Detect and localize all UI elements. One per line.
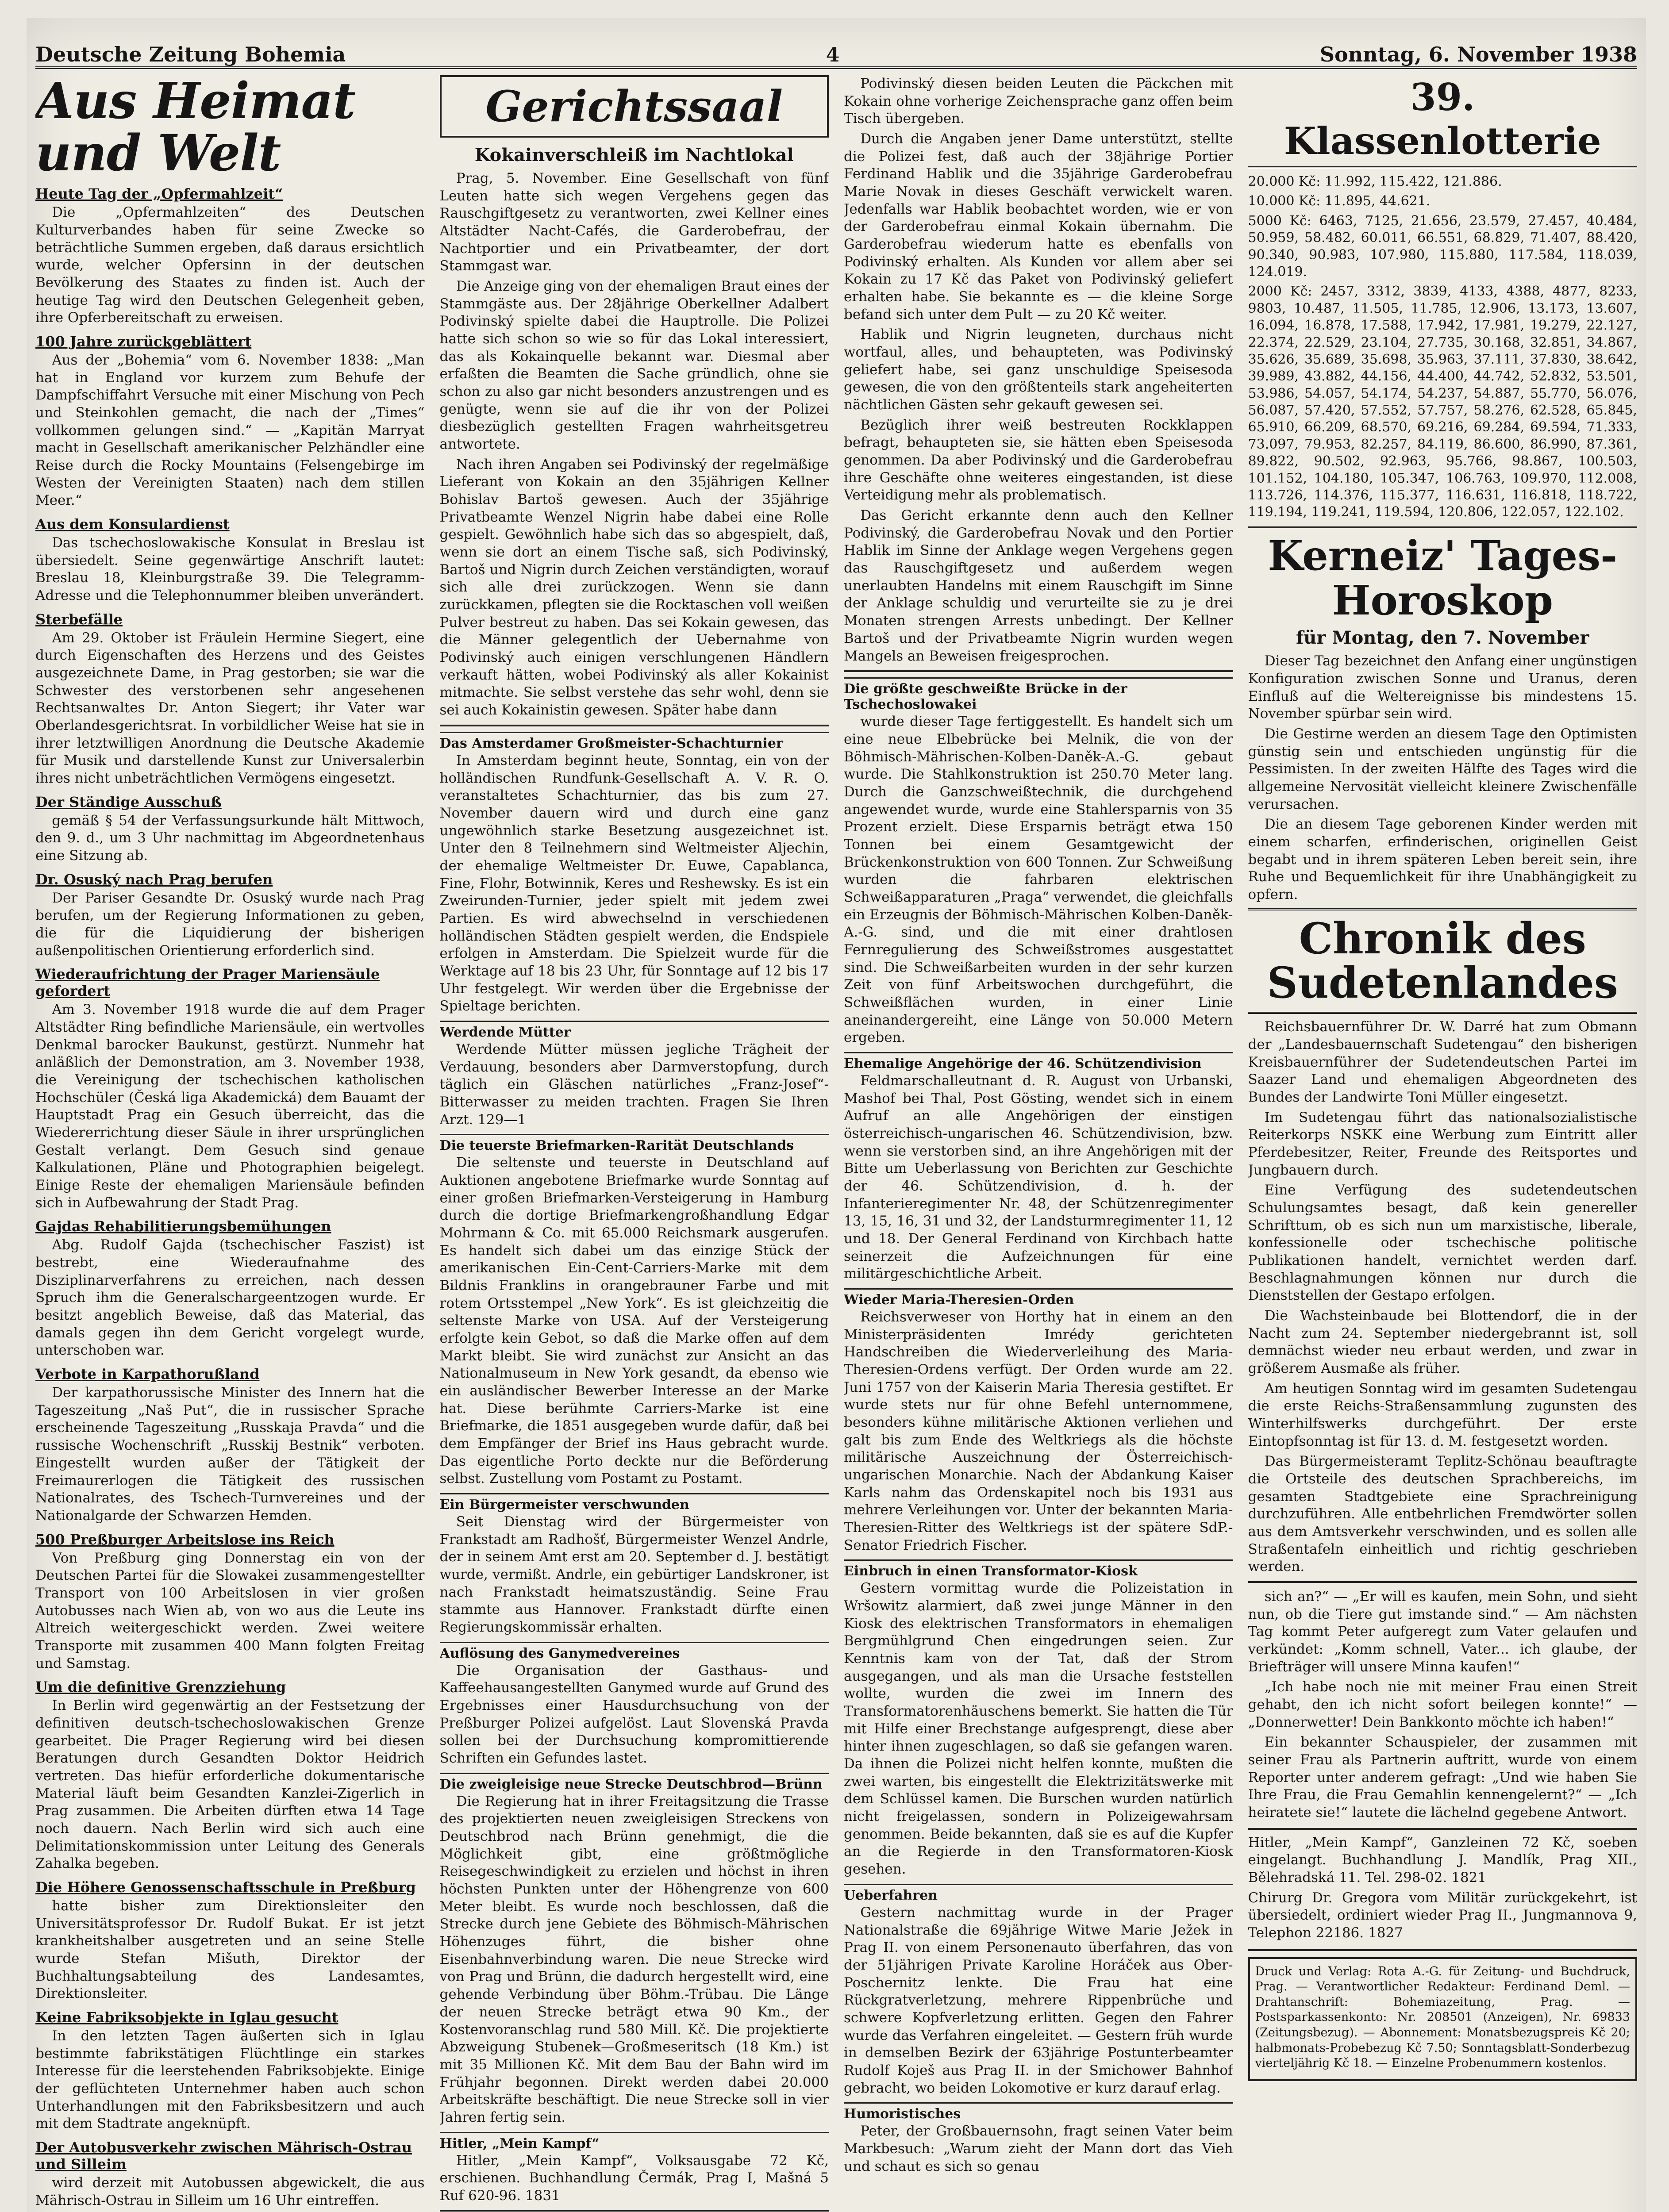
article-text: Der karpathorussische Minister des Innern hat die Tageszeitung „Naš Put“, die in russischer Sprache erscheinende Tageszeitung „Russkaja Pravda“ und die russische Wochenschrift „Russkij Bestnik“ verboten. Eingestellt wurden außer der Tätigkeit der Freimaurerlogen die Tätigkeit des russischen Nationalrates, des Tschech-Turnvereines und der Nationalgarde der Schwarzen Hemden. <box>35 1385 425 1524</box>
article-text: Am 29. Oktober ist Fräulein Hermine Siegert, eine durch Eigenschaften des Herzens und des Geistes ausgezeichnete Dame, in Prag gestorben; sie war die Schwester des verstorbenen sehr angesehenen Rechtsanwaltes Dr. Anton Siegert; ihr Vater war Oberlandesgerichtsrat. In vorbildlicher Weise hat sie in ihrer letztwilligen Anordnung die Deutsche Akademie für Musik und darstellende Kunst zur Universalerbin ihres nicht unbeträchtlichen Vermögens eingesetzt. <box>35 630 425 786</box>
paragraph: 10.000 Kč: 11.895, 44.621. <box>1248 193 1431 209</box>
article-heading: Ueberfahren <box>844 1884 1233 1903</box>
col3-articles <box>844 677 1233 2175</box>
article-text: Abg. Rudolf Gajda (tschechischer Faszist) ist bestrebt, eine Wiederaufnahme des Disziplinarverfahrens zu erreichen, nach dessen Spruch ihm die Generalschargeentzogen wurde. Er besitzt angeblich Beweise, daß das Material, das damals gegen ihn dem Gericht vorgelegt wurde, unterschoben war. <box>35 1237 425 1359</box>
paragraph: 5000 Kč: 6463, 7125, 21.656, 23.579, 27.457, 40.484, 50.959, 58.482, 60.011, 66.551, 68.829, 71.407, 88.420, 90.340, 90.983, 107.980, 115.880, 117.584, 118.039, 124.019. <box>1248 213 1637 280</box>
masthead-date: Sonntag, 6. November 1938 <box>1319 42 1637 66</box>
imprint-text: Druck und Verlag: Rota A.-G. für Zeitung- und Buchdruck, Prag. — Verantwortlicher Redakteur: Ferdinand Deml. — Drahtanschrift: Bohemiazeitung, Prag. — Postsparkassenkonto: Nr. 208501 (Anzeigen), Nr. 69833 (Zeitungsbezug). — Abonnement: Monatsbezugspreis Kč 20; halbmonats-Probebezug Kč 7.50; Sonntagsblatt-Sonderbezug vierteljährig Kč 18. — Einzelne Probenummern kostenlos. <box>1255 1964 1630 2070</box>
article-text: Werdende Mütter müssen jegliche Trägheit der Verdauung, besonders aber Darmverstopfung, durch täglich ein Gläschen natürliches „Franz-Josef“-Bitterwasser zu meiden trachten. Fragen Sie Ihren Arzt. 129—1 <box>439 1041 829 1128</box>
divider <box>1248 526 1638 528</box>
paragraph: 2000 Kč: 2457, 3312, 3839, 4133, 4388, 4877, 8233, 9803, 10.487, 11.505, 11.785, 12.906, 13.173, 13.607, 16.094, 16.878, 17.588, 17.942, 17.981, 19.279, 22.127, 22.374, 22.529, 23.104, 27.735, 30.168, 32.851, 34.867, 35.626, 35.689, 35.698, 35.963, 37.111, 37.830, 38.642, 39.989, 43.882, 44.156, 44.400, 44.742, 52.832, 53.501, 53.986, 54.057, 54.174, 54.237, 54.887, 55.770, 56.076, 56.087, 57.420, 57.552, 57.757, 58.276, 62.528, 65.845, 65.910, 66.209, 68.570, 69.216, 69.284, 69.594, 71.333, 73.097, 79.953, 82.257, 84.119, 86.600, 86.990, 87.361, 89.822, 90.502, 92.963, 95.766, 98.867, 100.503, 101.152, 104.180, 105.347, 106.763, 109.970, 112.008, 113.726, 114.376, 115.377, 116.631, 116.818, 118.722, 119.194, 119.241, 119.594, 120.806, 122.057, 122.102. <box>1248 284 1637 520</box>
masthead-title: Deutsche Zeitung Bohemia <box>35 42 346 66</box>
article-text: gemäß § 54 der Verfassungsurkunde hält Mittwoch, den 9. d., um 3 Uhr nachmittag im Abgeordnetenhaus eine Sitzung ab. <box>35 812 425 864</box>
article-heading: Keine Fabriksobjekte in Iglau gesucht <box>35 2008 338 2026</box>
article-text: Der Pariser Gesandte Dr. Osuský wurde nach Prag berufen, um der Regierung Informationen zu geben, die für die Liquidierung der bisherigen außenpolitischen Orientierung erforderlich sind. <box>35 890 425 959</box>
article-text: Am 3. November 1918 wurde die auf dem Prager Altstädter Ring befindliche Mariensäule, ein wertvolles Denkmal barocker Baukunst, gestürzt. Nunmehr hat anläßlich der Demonstration, am 3. November 1938, die Vereinigung der tschechischen katholischen Hochschüler (Česká liga Akademická) dem Bauamt der Hauptstadt Prag ein Gesuch überreicht, das die Wiedererrichtung dieser Säule in ihrer ursprünglichen Gestalt verlangt. Dem Gesuch sind genaue Kalkulationen, Pläne und Photographien beigelegt. Einige Reste der ehemaligen Mariensäule befinden sich in Aufbewahrung der Stadt Prag. <box>35 1002 425 1211</box>
article-text: hatte bisher zum Direktionsleiter den Universitätsprofessor Dr. Rudolf Bukat. Er ist jetzt krankheitshalber ausgetreten und an seine Stelle wurde Stefan Mišuth, Direktor der Buchhaltungsabteilung des Landesamtes, Direktionsleiter. <box>35 1897 425 2002</box>
divider <box>440 725 829 726</box>
article-text: Peter, der Großbauernsohn, fragt seinen Vater beim Markbesuch: „Warum zieht der Mann dort das Vieh und schaut es sich so genau <box>844 2123 1233 2174</box>
article-heading: Auflösung des Ganymedvereines <box>440 1642 829 1661</box>
paragraph: sich an?“ — „Er will es kaufen, mein Sohn, und sieht nun, ob die Tiere gut imstande sind.“ — Am nächsten Tag kommt Peter aufgeregt zum Vater gelaufen und verkündet: „Komm schnell, Vater... ich glaube, der Briefträger will unsere Minna kaufen!“ <box>1248 1589 1637 1675</box>
paragraph: Hablik und Nigrin leugneten, durchaus nicht wortfaul, alles, und behaupteten, was Podivinský geliefert habe, sei ganz unschuldige Speisesoda gewesen, die von den größtenteils stark angeheiterten nächtlichen Gästen sehr gekauft gewesen sei. <box>844 326 1233 413</box>
paragraph: Eine Verfügung des sudetendeutschen Schulungsamtes besagt, daß kein genereller Schrifttum, ob es sich nun um marxistische, liberale, konfessionelle oder tschechische politische Publikationen handelt, vernichtet werden darf. Beschlagnahmungen können nur durch die Dienststellen der Gestapo erfolgen. <box>1248 1182 1637 1304</box>
paragraph: Podivinský diesen beiden Leuten die Päckchen mit Kokain ohne vorherige Zeichensprache ganz offen beim Tisch übergeben. <box>844 76 1233 127</box>
horoscope-body <box>1248 653 1638 903</box>
article-heading: Wieder Maria-Theresien-Orden <box>844 1288 1233 1308</box>
col3-body <box>844 75 1233 665</box>
article-text: In den letzten Tagen äußerten sich in Iglau bestimmte fabrikstätigen Flüchtlinge ein starkes Interesse für die leerstehenden Fabriksobjekte. Einige der geflüchteten Unternehmer haben auch schon Unterhandlungen mit den Fabriksbesitzern und auch mit dem Stadtrate angeknüpft. <box>35 2028 425 2132</box>
article-text: Seit Dienstag wird der Bürgermeister von Frankstadt am Radhošť, Bürgermeister Wenzel Andrle, der in seinem Amt erst am 20. September d. J. bestätigt wurde, vermißt. Andrle, ein gebürtiger Landskroner, ist nach Frankstadt heimatszuständig. Seine Frau stammte aus Hannover. Frankstadt dürfte einen Regierungskommissär erhalten. <box>439 1514 829 1636</box>
section-title-heimat: Aus Heimat und Welt <box>35 75 355 182</box>
article-text: Die „Opfermahlzeiten“ des Deutschen Kulturverbandes haben für seine Zwecke so beträchtliche Summen ergeben, daß daraus ersichtlich wurde, welcher Opfersinn in der deutschen Bevölkerung des Staates zu finden ist. Auch der heutige Tag wird den Deutschen Gelegenheit geben, ihre Opferbereitschaft zu erweisen. <box>35 204 425 326</box>
article-heading: 500 Preßburger Arbeitslose ins Reich <box>35 1531 335 1548</box>
horoscope-title: Kerneiz' Tages-Horoskop <box>1268 531 1618 624</box>
chronik-body <box>1248 1018 1638 1576</box>
article-text: In Berlin wird gegenwärtig an der Festsetzung der definitiven deutsch-tschechoslowakischen Grenze gearbeitet. Die Prager Regierung wird bei diesen Beratungen durch Gesandten Doktor Heidrich vertreten. Das hiefür erforderliche dokumentarische Material läuft beim Gesandten Kanzlei-Zigerlich in Prag zusammen. Die Arbeiten dürften etwa 14 Tage noch dauern. Nach Berlin wird sich auch eine Delimitationskommission unter Leitung des Generals Zahalka begeben. <box>35 1697 425 1872</box>
chronik-title: Chronik des Sudetenlandes <box>1248 908 1638 1014</box>
paragraph: „Ich habe noch nie mit meiner Frau einen Streit gehabt, den ich nicht sofort beilegen konnte!“ — „Donnerwetter! Dein Bankkonto möchte ich haben!“ <box>1248 1679 1637 1730</box>
article-heading: Werdende Mütter <box>440 1021 829 1040</box>
divider <box>1248 1581 1638 1583</box>
paragraph: Reichsbauernführer Dr. W. Darré hat zum Obmann der „Landesbauernschaft Sudetengau“ den bisherigen Kreisbauernführer der Sudetendeutschen Partei im Saazer Land und ehemaligen Abgeordneten des Bundes der Landwirte Toni Müller eingesetzt. <box>1248 1019 1637 1105</box>
article-text: Die Regierung hat in ihrer Freitagsitzung die Trasse des projektierten neuen zweigleisigen Streckens von Deutschbrod nach Brünn genehmigt, die die Möglichkeit gibt, eine größtmögliche Reisegeschwindigkeit zu erzielen und höchst in ihren höchsten Punkten unter der Höhengrenze von 600 Meter bleibt. Es wurde noch beschlossen, daß die Strecke durch jene Gebiete des Böhmisch-Mährischen Höhenzuges führt, die bisher ohne Eisenbahnverbindung waren. Die neue Strecke wird von Prag und Brünn, die dadurch hergestellt wird, eine gehende Verbindung über Böhm.-Trübau. Die Länge der neuen Strecke beträgt etwa 90 Km., der Kostenvoranschlag rund 580 Mill. Kč. Die projektierte Abzweigung Stubenek—Großmeseritsch (18 Km.) ist mit 35 Millionen Kč. Mit dem Bau der Bahn wird im Frühjahr begonnen. Direkt werden dabei 20.000 Arbeitskräfte beschäftigt. Die neue Strecke soll in vier Jahren fertig sein. <box>439 1793 829 2125</box>
article-text: Gestern vormittag wurde die Polizeistation in Wršowitz alarmiert, daß zwei junge Männer in den Kiosk des elektrischen Transformators in ehemaligen Bergmühlgrund Chen eingedrungen seien. Zur Kenntnis kam von der Tat, daß der Strom ausgegangen, und als man die Ursache feststellen wollte, wurden die zwei im Innern des Transformatorenhäuschens bemerkt. Sie hatten die Tür mit Hilfe einer Brechstange aufgesprengt, diese aber hinter ihnen zugeschlagen, so daß sie gefangen waren. Da ihnen die Polizei nicht helfen konnte, mußten die zwei warten, bis eingestellt die Elektrizitätswerke mit dem Schlüssel kamen. Die Burschen wurden natürlich nicht freigelassen, sondern in Polizeigewahrsam genommen. Beide bekannten, daß sie es auf die Kupfer an die Regierde in den Transformatoren-Kiosk gesehen. <box>844 1580 1233 1878</box>
article-text: Aus der „Bohemia“ vom 6. November 1838: „Man hat in England vor kurzem zum Behufe der Dampfschiffahrt Versuche mit einer Mischung von Pech und Steinkohlen gemacht, die nach der „Times“ vollkommen gelungen sind.“ — „Kapitän Marryat macht in Gesellschaft amerikanischer Pelzhändler eine Reise durch die Rocky Mountains (Felsengebirge im Westen der Vereinigten Staaten) nach dem stillen Meer.“ <box>35 352 425 509</box>
article-text: wird derzeit mit Autobussen abgewickelt, die aus Mährisch-Ostrau in Silleim um 16 Uhr eintreffen. <box>35 2175 425 2208</box>
article-text: Die seltenste und teuerste in Deutschland auf Auktionen angebotene Briefmarke wurde Sonntag auf einer großen Briefmarken-Versteigerung in Hamburg durch die dortige Briefmarkengroßhandlung Edgar Mohrmann & Co. mit 65.000 Reichsmark ausgerufen. Es handelt sich dabei um das einzige Stück der amerikanischen Ein-Cent-Carriers-Marke mit dem Bildnis Franklins in orangebrauner Farbe und mit rotem Ortsstempel „New York“. Es ist gleichzeitig die seltenste Marke von USA. Auf der Versteigerung erfolgte kein Gebot, so daß die Marke offen auf dem Markt bleibt. Sie wird zunächst zur Ansicht an das Nationalmuseum in New York gesandt, da ebenso wie ein ausländischer Bewerber Interesse an der Marke hat. Diese berühmte Carriers-Marke ist eine Briefmarke, die 1851 ausgegeben wurde dafür, daß bei dem Empfänger der Brief ins Haus gebracht wurde. Das eigentliche Porto deckte nur die Beförderung selbst. Zustellung vom Postamt zu Postamt. <box>439 1155 829 1487</box>
masthead <box>35 27 1637 69</box>
divider <box>844 670 1233 672</box>
article-heading: Heute Tag der „Opfermahlzeit“ <box>35 185 283 203</box>
article-heading: Hitler, „Mein Kampf“ <box>440 2132 829 2151</box>
article-text: Reichsverweser von Horthy hat in einem an den Ministerpräsidenten Imrédy gerichteten Handschreiben die Wiederverleihung des Maria-Theresien-Ordens verfügt. Der Orden wurde am 22. Juni 1757 von der Kaiserin Maria Theresia gestiftet. Er wurde stets nur für ohne Befehl unternommene, besonders kühne militärische Aktionen verliehen und galt bis zum Ende des Weltkriegs als die höchste militärische Auszeichnung der Österreichisch-ungarischen Monarchie. Nach der Abdankung Kaiser Karls nahm das Ordenskapitel noch bis 1931 aus mehrere Verleihungen vor. Unter der bekannten Maria-Theresien-Ritter des Weltkriegs ist der spätere SdP.-Senator Friedrich Fischer. <box>844 1309 1233 1553</box>
paragraph: Chirurg Dr. Gregora vom Militär zurückgekehrt, ist übersiedelt, ordiniert wieder Prag II., Jungmannova 9, Telephon 22186. 1827 <box>1248 1889 1637 1941</box>
paragraph: Nach ihren Angaben sei Podivinský der regelmäßige Lieferant von Kokain an den 35jährigen Kellner Bohislav Bartoš gewesen. Auch der 35jährige Privatbeamte Wenzel Nigrin habe dabei eine Rolle gespielt. Gewöhnlich habe sich das so abgespielt, daß, wenn sie dort an einem Tische saß, sich Podivinský, Bartoš und Nigrin durch Zeichen verständigten, worauf sich alle drei zurückzogen. Wenn sie dann zurückkamen, pflegten sie die Rocktaschen voll weißen Pulver bestreut zu haben. Das sei Kokain gewesen, das die Männer gelegentlich der Uebernahme von Podivinský auch einigen verschlungenen Händlern verkauft hätten, wobei Podivinský als aller Kokainist mitmachte. Sie selbst verstehe das sehr wohl, denn sie sei auch Kokainistin gewesen. Später habe dann <box>439 456 829 718</box>
article-heading: Dr. Osuský nach Prag berufen <box>35 871 273 888</box>
lottery-title: 39. Klassenlotterie <box>1248 75 1638 168</box>
newspaper-page <box>27 18 1646 2212</box>
article-text: Gestern nachmittag wurde in der Prager Nationalstraße die 69jährige Witwe Marie Ježek in Prag II. von einem Personenauto überfahren, das von der 51jährigen Private Karoline Horáček aus Ober-Poschernitz lenkte. Die Frau hat eine Rückgratverletzung, mehrere Rippenbrüche und schwere Kopfverletzung erlitten. Gegen den Fahrer wurde das Verfahren eingeleitet. — Gestern früh wurde in demselben Bezirk der 63jährige Postunterbeamter Rudolf Koješ aus Prag II. in der Smichower Bahnhof gebracht, wo beiden Lokomotive er kurz darauf erlag. <box>844 1904 1233 2096</box>
paragraph: Dieser Tag bezeichnet den Anfang einer ungünstigen Konfiguration zwischen Sonne und Uranus, deren Einfluß auf die Weltereignisse bis mindestens 15. November spürbar sein wird. <box>1248 653 1637 722</box>
article-text: Von Preßburg ging Donnerstag ein von der Deutschen Partei für die Slowakei zusammengestellter Transport von 100 Arbeitslosen in vier großen Autobusses nach Wien ab, von wo aus die Leute ins Altreich weitergeschickt werden. Zwei weitere Transporte mit zusammen 400 Mann folgten Freitag und Samstag. <box>35 1550 425 1671</box>
article-text: Das tschechoslowakische Konsulat in Breslau ist übersiedelt. Seine gegenwärtige Anschrift lautet: Breslau 18, Kleinburgstraße 39. Die Telegramm-Adresse und die Telephonnummer bleiben unverändert. <box>35 534 425 603</box>
paragraph: Das Bürgermeisteramt Teplitz-Schönau beauftragte die Ortsteile des deutschen Sprachbereichs, im gesamten Stadtgebiete eine Sprachreinigung durchzuführen. Alle entbehrlichen Fremdwörter sollen aus dem Amtsverkehr verschwinden, und es sollen alle Straßentafeln einheitlich und richtig geschrieben werden. <box>1248 1453 1637 1575</box>
article-heading: Sterbefälle <box>35 611 123 628</box>
paragraph: Bezüglich ihrer weiß bestreuten Rockklappen befragt, behaupteten sie, sie hätten eben Speisesoda genommen. Da aber Podivinský und die Garderobefrau ihre Geschäfte ohne weiteres eingestanden, ist diese Verteidigung mehr als problematisch. <box>844 417 1233 503</box>
paragraph: Die Anzeige ging von der ehemaligen Braut eines der Stammgäste aus. Der 28jährige Oberkellner Adalbert Podivinský spielte dabei die Hauptrolle. Die Polizei hatte sich schon so wie so für das Lokal interessiert, das als Kokainquelle bekannt war. Diesmal aber erfaßten die Beamten die Sache gründlich, ohne sie schon zu also gar nicht besonders anzustrengen und es genügte, wenn sie auf die ihr von der Polizei diesbezüglich gestellten Fragen wahrheitsgetreu antwortete. <box>439 278 829 453</box>
paragraph: Prag, 5. November. Eine Gesellschaft von fünf Leuten hatte sich wegen Vergehens gegen das Rauschgiftgesetz zu verantworten, zwei Kellner eines Altstädter Nacht-Cafés, die Garderobefrau, der Nachtportier und ein Privatbeamter, der dort Stammgast war. <box>439 170 829 274</box>
article-text: In Amsterdam beginnt heute, Sonntag, ein von der holländischen Rundfunk-Gesellschaft A. V. R. O. veranstaltetes Schachturnier, das bis zum 27. November dauern wird und durch eine ganz ungewöhnlich starke Besetzung ausgezeichnet ist. Unter den 8 Teilnehmern sind Weltmeister Aljechin, der ehemalige Weltmeister Dr. Euwe, Capablanca, Fine, Flohr, Botwinnik, Keres und Reshewsky. Es ist ein Zweirunden-Turnier, jeder spielt mit jedem zwei Partien. Es wird abwechselnd in verschiedenen holländischen Städten gespielt werden, die Endspiele erfolgen in Amsterdam. Die Spielzeit wurde für die Werktage auf 18 bis 23 Uhr, für Sonntage auf 12 bis 17 Uhr festgelegt. Wir werden über die Ergebnisse der Spieltage berichten. <box>439 752 829 1014</box>
article-text: Hitler, „Mein Kampf“, Volksausgabe 72 Kč, erschienen. Buchhandlung Čermák, Prag I, Mašná 5 Ruf 620-96. 1831 <box>439 2152 829 2204</box>
article-headline: Kokainverschleiß im Nachtlokal <box>474 145 794 165</box>
section-title-gerichtssaal: Gerichtssaal <box>440 75 829 138</box>
paragraph: 20.000 Kč: 11.992, 115.422, 121.886. <box>1248 174 1502 189</box>
article-heading: Der Ständige Ausschuß <box>35 793 222 810</box>
article-heading: Um die definitive Grenzziehung <box>35 1678 286 1696</box>
paragraph: Die an diesem Tage geborenen Kinder werden mit einem scharfen, erfinderischen, originellen Geist begabt und in ihrem späteren Leben bereit sein, ihre Ruhe und Bequemlichkeit für ihre Unabhängigkeit zu opfern. <box>1248 816 1637 902</box>
article-heading: Die Höhere Genossenschaftsschule in Preßburg <box>35 1878 416 1896</box>
article-heading: Ehemalige Angehörige der 46. Schützendivision <box>844 1052 1233 1071</box>
classified-ads <box>1248 1828 1638 1951</box>
article-heading: Ein Bürgermeister verschwunden <box>440 1493 829 1513</box>
article-text: wurde dieser Tage fertiggestellt. Es handelt sich um eine neue Elbebrücke bei Melnik, die von der Böhmisch-Mährischen-Kolben-Daněk-A.-G. gebaut wurde. Die Stahlkonstruktion ist 250.70 Meter lang. Durch die Ganzschweißtechnik, die durchgehend angewendet wurde, wurde eine Stahlersparnis von 35 Prozent erzielt. Diese Ersparnis beträgt etwa 150 Tonnen bei einem Gesamtgewicht der Brückenkonstruktion von 600 Tonnen. Zur Schweißung wurden die fahrbaren elektrischen Schweißapparaturen „Praga“ verwendet, die gleichfalls ein Erzeugnis der Böhmisch-Mährischen Kolben-Daněk-A.-G. sind, und die mit einer drahtlosen Fernregulierung des Schweißstromes ausgestattet sind. Die Schweißarbeiten wurden in der sehr kurzen Zeit von fünf Arbeitswochen durchgeführt, die Schweißflächen wurden, in einer Linie aneinandergereiht, eine Länge von 50.000 Metern ergeben. <box>844 714 1233 1046</box>
article-heading: Wiederaufrichtung der Prager Mariensäule gefordert <box>35 966 380 1000</box>
page-number: 4 <box>826 44 840 66</box>
col2-articles <box>440 732 829 2212</box>
paragraph: Im Sudetengau führt das nationalsozialistische Reiterkorps NSKK eine Werbung zum Eintritt aller Pferdebesitzer, Reiter, Freunde des Reitsportes und Jungbauern durch. <box>1248 1109 1637 1178</box>
columns <box>35 75 1637 2212</box>
paragraph: Ein bekannter Schauspieler, der zusammen mit seiner Frau als Partnerin auftritt, wurde von einem Reporter unter anderem gefragt: „Und wie haben Sie Ihre Frau, die Frau Gemahlin kennengelernt?“ — „Ich heiratete sie!“ lautete die lächelnd gegebene Antwort. <box>1248 1734 1637 1821</box>
imprint <box>1248 1957 1638 2081</box>
column-2 <box>440 75 829 2212</box>
article-heading: 100 Jahre zurückgeblättert <box>35 333 252 350</box>
paragraph: Das Gericht erkannte denn auch den Kellner Podivinský, die Garderobefrau Novak und den Portier Hablik im Sinne der Anklage wegen Vergehens gegen das Rauschgiftgesetz und außerdem wegen unerlaubten Handelns mit einem Rauschgift im Sinne der Anklage schuldig und verurteilte sie zu je drei Monaten strengen Arrests unbedingt. Der Kellner Bartoš und der Privatbeamte Nigrin wurden wegen Mangels an Beweisen freigesprochen. <box>844 507 1233 664</box>
paragraph: Durch die Angaben jener Dame unterstützt, stellte die Polizei fest, daß auch der 38jährige Portier Ferdinand Hablik und die 35jährige Garderobefrau Marie Novak in dieses Geschäft verwickelt waren. Jedenfalls war Hablik beobachtet worden, wie er von der Garderobefrau einmal Kokain übernahm. Die Garderobefrau wiederum hatte es ebenfalls von Podivinský erhalten. Als Kunden vor allem aber sei Kokain zu 17 Kč das Paket von Podivinský geliefert erhalten habe. Sie bekannte es — die kleine Sorge befand sich unter dem Pult — zu 20 Kč weiter. <box>844 131 1233 323</box>
paragraph: Die Gestirne werden an diesem Tage den Optimisten günstig sein und entschieden ungünstig für die Pessimisten. In der zweiten Hälfte des Tages wird die allgemeine Nervosität vielleicht kleinere Zwischenfälle verursachen. <box>1248 726 1637 812</box>
column-4 <box>1248 75 1638 2212</box>
article-heading: Verbote in Karpathorußland <box>35 1366 260 1383</box>
article-heading: Einbruch in einen Transformator-Kiosk <box>844 1559 1233 1579</box>
lottery-results <box>1248 173 1638 521</box>
article-heading: Humoristisches <box>844 2102 1233 2122</box>
article-heading: Aus dem Konsulardienst <box>35 515 230 533</box>
article-heading: Gajdas Rehabilitierungsbemühungen <box>35 1218 331 1235</box>
paragraph: Hitler, „Mein Kampf“, Ganzleinen 72 Kč, soeben eingelangt. Buchhandlung J. Mandlík, Prag XII., Bělehradská 11. Tel. 298-02. 1821 <box>1248 1834 1637 1886</box>
col2-body <box>440 170 829 719</box>
article-heading: Die teuerste Briefmarken-Rarität Deutschlands <box>440 1134 829 1153</box>
article-heading: Das Amsterdamer Großmeister-Schachturnier <box>440 732 829 751</box>
article-heading: Die zweigleisige neue Strecke Deutschbrod—Brünn <box>440 1773 829 1792</box>
article-heading <box>440 2210 829 2212</box>
article-heading: Die größte geschweißte Brücke in der Tschechoslowakei <box>844 677 1233 712</box>
article-text: Die Organisation der Gasthaus- und Kaffeehausangestellten Ganymed wurde auf Grund des Ergebnisses einer Hausdurchsuchung von der Preßburger Polizei aufgelöst. Laut Slovenská Pravda sollen bei der Durchsuchung kompromittierende Schriften ein Gefundes lastet. <box>439 1662 829 1767</box>
horoscope-date: für Montag, den 7. November <box>1296 627 1589 649</box>
article-heading: Der Autobusverkehr zwischen Mährisch-Ostrau und Silleim <box>35 2139 412 2173</box>
humor-continuation <box>1248 1588 1638 1822</box>
col1-articles <box>35 185 425 2209</box>
article-text: Feldmarschalleutnant d. R. August von Urbanski, Mashof bei Thal, Post Gösting, wendet sich in einem Aufruf an alle Angehörigen der einstigen österreichisch-ungarischen 46. Schützendivision, bzw. wenn sie verstorben sind, an ihre Angehörigen mit der Bitte um Ueberlassung von Berichten zur Geschichte der 46. Schützendivision, d. h. der Infanterieregimenter Nr. 48, der Schützenregimenter 13, 15, 16, 31 und 32, der Landsturmregimenter 11, 12 und 18. Der General Ferdinand von Kirchbach hatte seinerzeit die Aufzeichnungen für eine militärgeschichtliche Arbeit. <box>844 1072 1233 1282</box>
column-3 <box>844 75 1233 2212</box>
paragraph: Am heutigen Sonntag wird im gesamten Sudetengau die erste Reichs-Straßensammlung zugunsten des Winterhilfswerks durchgeführt. Der erste Eintopfsonntag ist für 13. d. M. festgesetzt worden. <box>1248 1380 1637 1449</box>
paragraph: Die Wachsteinbaude bei Blottendorf, die in der Nacht zum 24. September niedergebrannt ist, soll demnächst wieder neu erbaut werden, und zwar in größerem Ausmaße als früher. <box>1248 1307 1637 1376</box>
column-1 <box>35 75 425 2212</box>
